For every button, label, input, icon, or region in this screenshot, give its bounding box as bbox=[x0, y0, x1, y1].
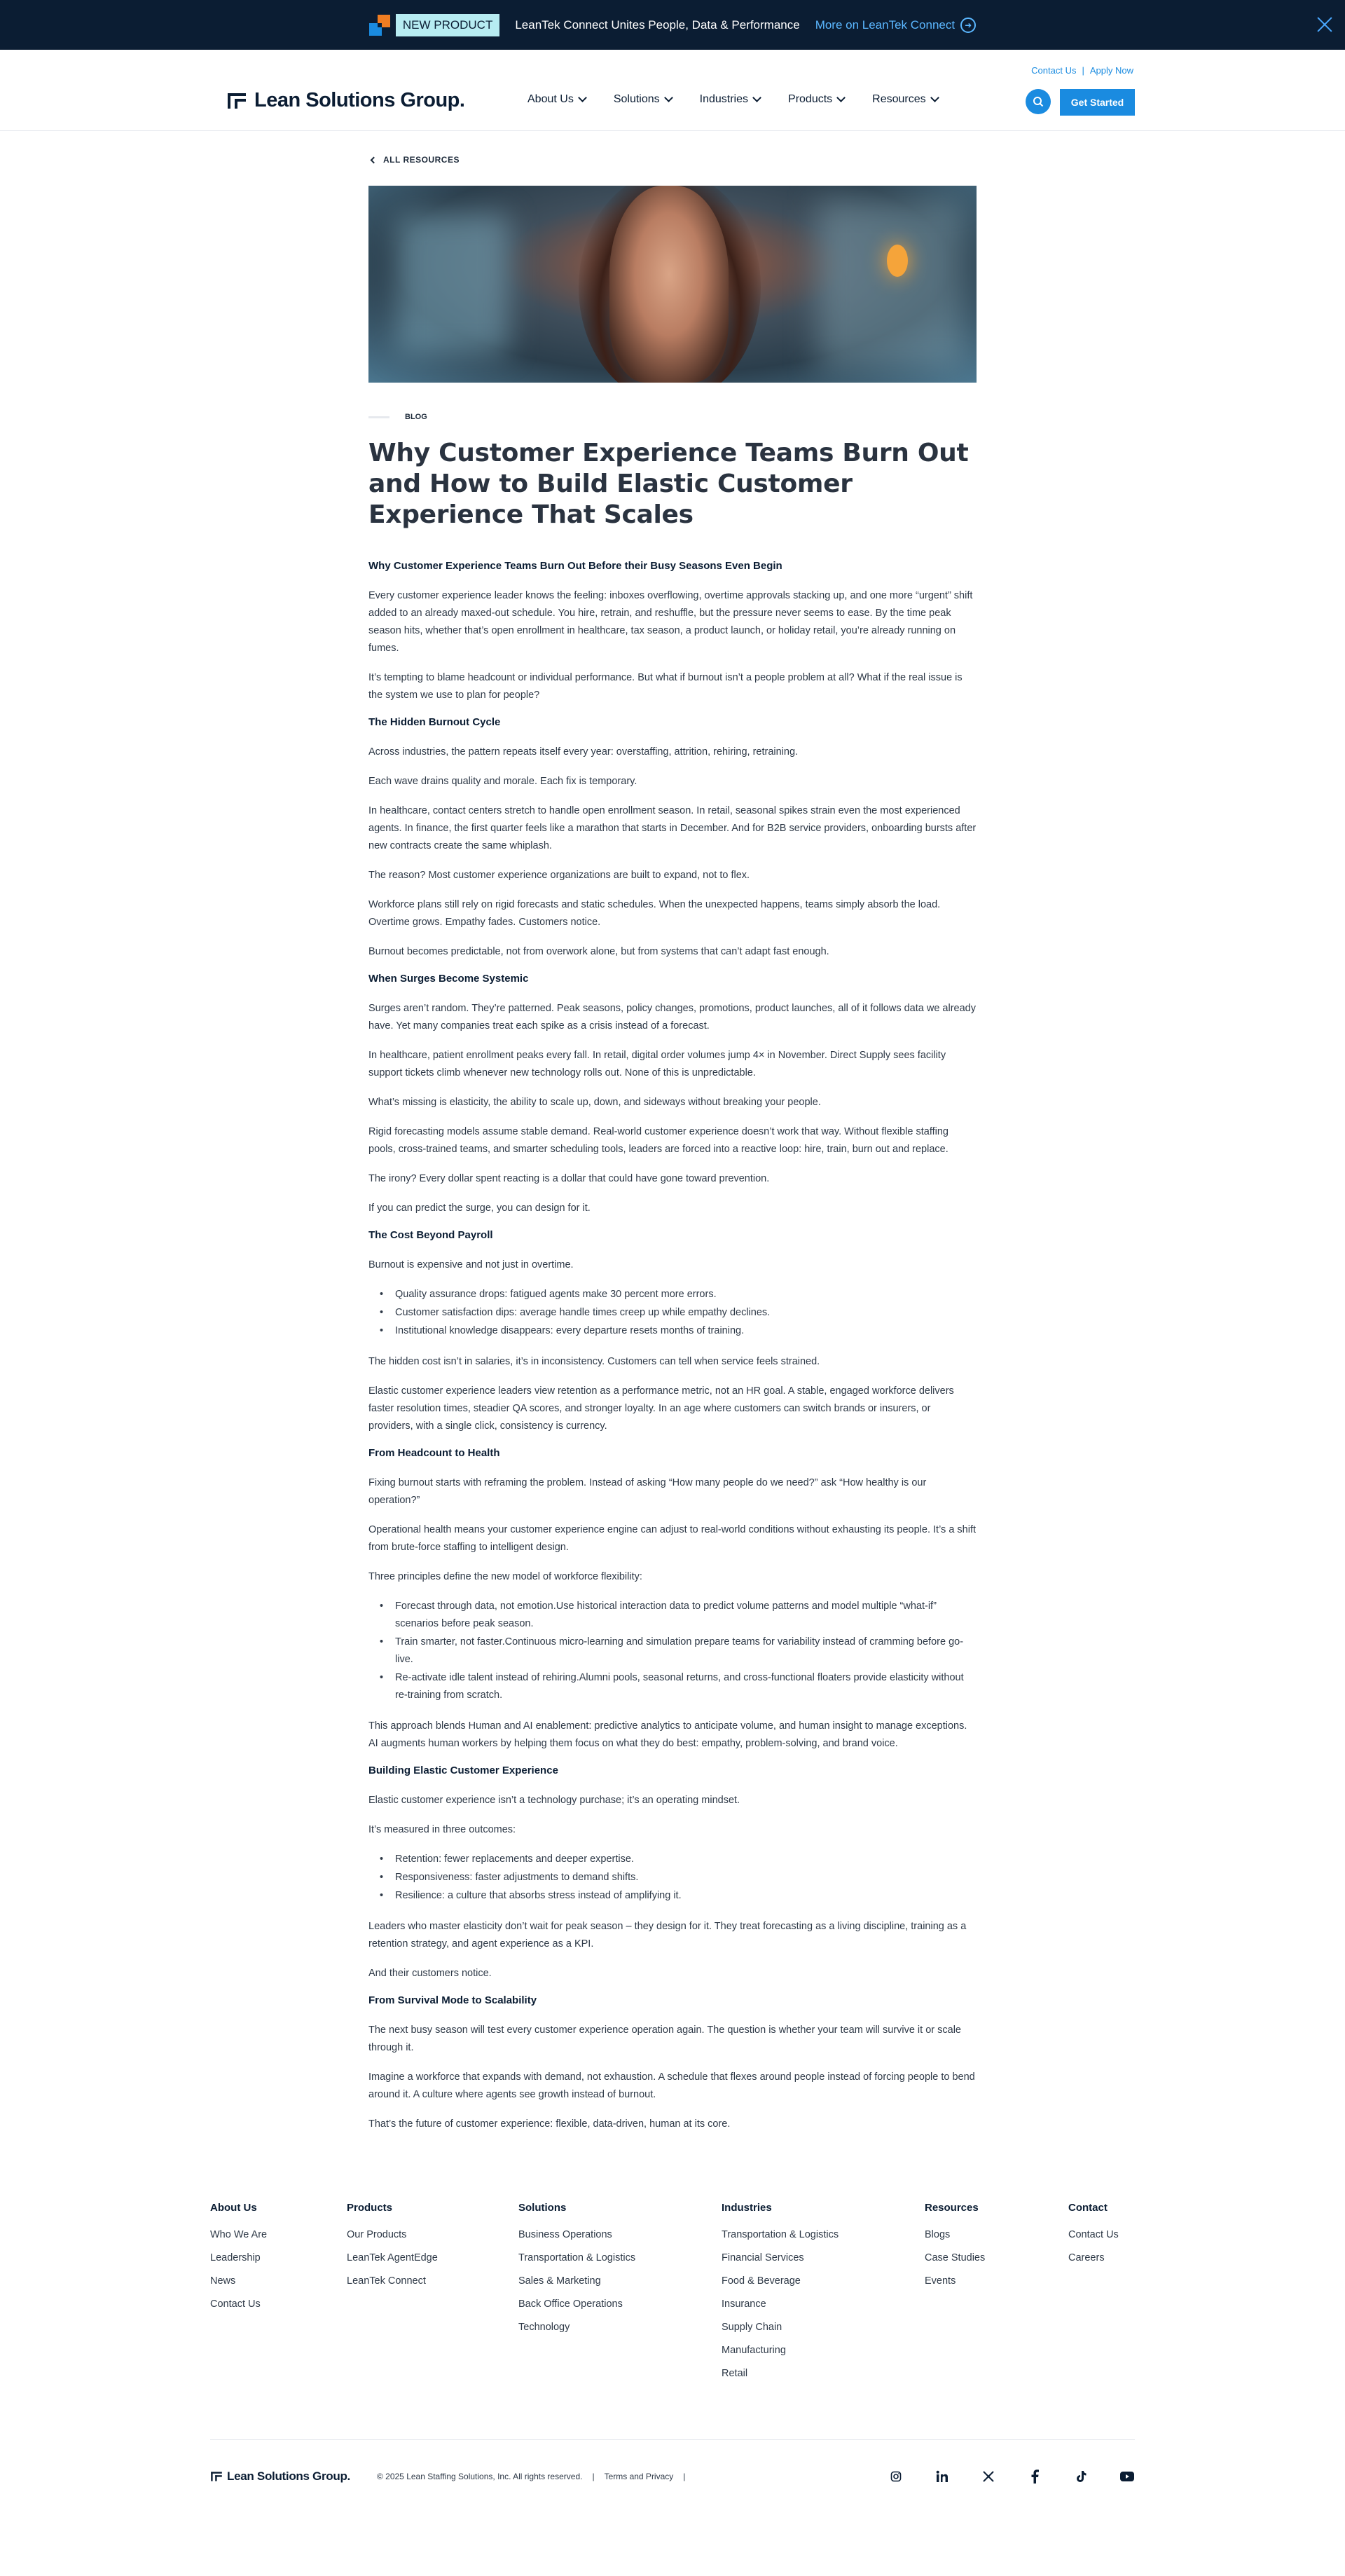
footer-link[interactable]: Supply Chain bbox=[722, 2322, 782, 2333]
tiktok-icon[interactable] bbox=[1073, 2469, 1089, 2484]
footer-link[interactable]: Careers bbox=[1068, 2252, 1105, 2263]
hero-image bbox=[368, 186, 977, 383]
new-product-badge: NEW PRODUCT bbox=[396, 14, 499, 36]
list-item: • Responsiveness: faster adjustments to demand shifts. bbox=[395, 1869, 977, 1886]
lsg-logo-icon bbox=[226, 90, 247, 111]
footer-link[interactable]: Leadership bbox=[210, 2252, 261, 2263]
announcement-text: LeanTek Connect Unites People, Data & Performance bbox=[515, 18, 800, 32]
chevron-down-icon bbox=[752, 93, 761, 102]
footer-link[interactable]: LeanTek Connect bbox=[347, 2275, 426, 2287]
close-icon[interactable] bbox=[1314, 14, 1335, 35]
copyright-text: © 2025 Lean Staffing Solutions, Inc. All rights reserved. bbox=[376, 2472, 583, 2481]
arrow-right-circle-icon[interactable]: ➜ bbox=[960, 18, 976, 33]
nav-label[interactable]: Industries bbox=[699, 93, 749, 105]
footer-link[interactable]: Contact Us bbox=[210, 2298, 261, 2310]
footer-column-title: About Us bbox=[210, 2202, 257, 2214]
footer-link[interactable]: Financial Services bbox=[722, 2252, 804, 2263]
footer-column bbox=[210, 2202, 347, 2391]
instagram-icon[interactable] bbox=[888, 2469, 904, 2484]
footer-bottom bbox=[210, 2439, 1135, 2498]
utility-separator: | bbox=[1082, 65, 1084, 76]
chevron-down-icon bbox=[578, 93, 587, 102]
paragraph: Burnout becomes predictable, not from overwork alone, but from systems that can’t adapt fast enough. bbox=[368, 946, 829, 957]
article-tags bbox=[368, 413, 977, 421]
nav-label[interactable]: Solutions bbox=[613, 93, 660, 105]
list-item: • Forecast through data, not emotion.Use historical interaction data to predict volume patterns and model multiple “what-if” scenarios before peak season. bbox=[395, 1598, 977, 1633]
footer-columns bbox=[210, 2202, 1135, 2391]
list-item: • Retention: fewer replacements and deeper expertise. bbox=[395, 1851, 977, 1868]
footer-column bbox=[722, 2202, 925, 2391]
paragraph: Leaders who master elasticity don’t wait for peak season – they design for it. They treat forecasting as a living discipline, training as a retention strategy, and agent experience as a KPI. bbox=[368, 1921, 967, 1950]
paragraph: And their customers notice. bbox=[368, 1968, 492, 1979]
section-heading: From Headcount to Health bbox=[368, 1447, 500, 1459]
section-heading: The Hidden Burnout Cycle bbox=[368, 716, 501, 728]
paragraph: Elastic customer experience isn’t a technology purchase; it’s an operating mindset. bbox=[368, 1795, 740, 1806]
paragraph: The next busy season will test every customer experience operation again. The question is whether your team will survive it or scale through it. bbox=[368, 2025, 961, 2053]
nav-industries[interactable] bbox=[700, 93, 760, 106]
paragraph: The irony? Every dollar spent reacting is a dollar that could have gone toward prevention. bbox=[368, 1173, 770, 1184]
footer-column bbox=[1068, 2202, 1135, 2391]
chevron-left-icon bbox=[371, 156, 378, 163]
footer-link[interactable]: News bbox=[210, 2275, 236, 2287]
footer-column bbox=[347, 2202, 518, 2391]
all-resources-label[interactable]: ALL RESOURCES bbox=[383, 155, 460, 165]
footer-column bbox=[925, 2202, 1068, 2391]
contact-us-link[interactable]: Contact Us bbox=[1031, 65, 1077, 76]
linkedin-icon[interactable] bbox=[934, 2469, 950, 2484]
bullet-list bbox=[395, 1598, 977, 1704]
footer-link[interactable]: Transportation & Logistics bbox=[722, 2229, 839, 2240]
tag-divider bbox=[368, 416, 389, 418]
footer-column-title: Industries bbox=[722, 2202, 772, 2214]
paragraph: Operational health means your customer experience engine can adjust to real-world conditions without exhausting its people. It’s a shift from brute-force staffing to intelligent design. bbox=[368, 1524, 977, 1553]
bullet-list bbox=[395, 1851, 977, 1905]
footer-link[interactable]: Who We Are bbox=[210, 2229, 268, 2240]
paragraph: Surges aren’t random. They’re patterned. Peak seasons, policy changes, promotions, product launches, all of it follows data we already have. Yet many companies treat each spike as a crisis instead of a forecast. bbox=[368, 1003, 976, 1032]
footer-link[interactable]: Back Office Operations bbox=[518, 2298, 623, 2310]
social-links bbox=[888, 2469, 1135, 2484]
search-button[interactable] bbox=[1026, 89, 1051, 114]
x-icon[interactable] bbox=[981, 2469, 996, 2484]
chevron-down-icon bbox=[664, 93, 673, 102]
section-heading: The Cost Beyond Payroll bbox=[368, 1229, 493, 1241]
paragraph: Three principles define the new model of workforce flexibility: bbox=[368, 1571, 642, 1582]
hero-bokeh bbox=[396, 214, 509, 354]
main-nav bbox=[527, 93, 938, 106]
lsg-logo-icon bbox=[210, 2470, 223, 2483]
footer-link[interactable]: Technology bbox=[518, 2322, 570, 2333]
apply-now-link[interactable]: Apply Now bbox=[1089, 65, 1133, 76]
footer-link[interactable]: Transportation & Logistics bbox=[518, 2252, 636, 2263]
paragraph: That’s the future of customer experience: flexible, data-driven, human at its core. bbox=[368, 2118, 731, 2130]
paragraph: The reason? Most customer experience organizations are built to expand, not to flex. bbox=[368, 870, 750, 881]
hero-bokeh bbox=[817, 200, 964, 368]
footer-link[interactable]: Manufacturing bbox=[722, 2345, 786, 2356]
paragraph: Burnout is expensive and not just in overtime. bbox=[368, 1259, 574, 1270]
paragraph: It’s tempting to blame headcount or individual performance. But what if burnout isn’t a people problem at all? What if the real issue is the system we use to plan for people? bbox=[368, 672, 963, 701]
site-footer bbox=[210, 2202, 1135, 2498]
paragraph: Imagine a workforce that expands with demand, not exhaustion. A schedule that flexes around people instead of forcing people to bend around it. A culture where agents see growth instead of burnout. bbox=[368, 2071, 975, 2100]
announcement-link-label[interactable]: More on LeanTek Connect bbox=[815, 18, 956, 32]
paragraph: It’s measured in three outcomes: bbox=[368, 1824, 516, 1835]
leantek-logo-icon bbox=[369, 15, 390, 36]
section-heading: Why Customer Experience Teams Burn Out Before their Busy Seasons Even Begin bbox=[368, 560, 782, 572]
all-resources-link[interactable] bbox=[368, 155, 977, 165]
footer-link[interactable]: Insurance bbox=[722, 2298, 766, 2310]
footer-logo-text: Lean Solutions Group. bbox=[227, 2469, 350, 2483]
footer-legal bbox=[377, 2472, 685, 2481]
chevron-down-icon bbox=[930, 93, 939, 102]
logo-text: Lean Solutions Group. bbox=[254, 89, 465, 111]
hero-light bbox=[887, 245, 908, 277]
nav-label[interactable]: Resources bbox=[872, 93, 926, 105]
paragraph: The hidden cost isn’t in salaries, it’s in inconsistency. Customers can tell when service feels strained. bbox=[368, 1356, 820, 1367]
list-item: • Re-activate idle talent instead of rehiring.Alumni pools, seasonal returns, and cross-functional floaters provide elasticity without re-training from scratch. bbox=[395, 1669, 977, 1704]
youtube-icon[interactable] bbox=[1119, 2469, 1135, 2484]
footer-link[interactable]: Contact Us bbox=[1068, 2229, 1119, 2240]
get-started-button[interactable]: Get Started bbox=[1060, 89, 1135, 116]
footer-link[interactable]: Our Products bbox=[347, 2229, 407, 2240]
article-body bbox=[368, 560, 977, 2133]
paragraph: Every customer experience leader knows the feeling: inboxes overflowing, overtime approvals stacking up, and one more “urgent” shift added to an already maxed-out schedule. You hire, retrain, and reshuffle, but the pressure never seems to ease. By the time peak season hits, whether that’s open enrollment in healthcare, tax season, a product launch, or holiday retail, you’re already running on fumes. bbox=[368, 590, 973, 654]
site-logo[interactable] bbox=[226, 89, 464, 112]
chevron-down-icon bbox=[836, 93, 846, 102]
footer-link[interactable]: Sales & Marketing bbox=[518, 2275, 601, 2287]
footer-column-title: Products bbox=[347, 2202, 393, 2214]
nav-label[interactable]: About Us bbox=[527, 93, 574, 105]
bullet-list bbox=[395, 1286, 977, 1340]
paragraph: This approach blends Human and AI enablement: predictive analytics to anticipate volume, and human insight to manage exceptions. AI augments human workers by helping them focus on what they do best: empathy, problem-solving, and brand voice. bbox=[368, 1720, 967, 1749]
paragraph: Across industries, the pattern repeats itself every year: overstaffing, attrition, rehiring, retraining. bbox=[368, 746, 799, 758]
paragraph: Elastic customer experience leaders view retention as a performance metric, not an HR goal. A stable, engaged workforce delivers faster resolution times, steadier QA scores, and stronger loyalty. In an age where customers can switch brands or insurers, or providers, with a single click, consistency is currency. bbox=[368, 1385, 954, 1432]
paragraph: In healthcare, contact centers stretch to handle open enrollment season. In retail, seasonal spikes strain even the most experienced agents. In finance, the first quarter feels like a marathon that starts in December. And for B2B service providers, onboarding bursts after new contracts create the same whiplash. bbox=[368, 805, 977, 851]
paragraph: If you can predict the surge, you can design for it. bbox=[368, 1203, 591, 1214]
footer-column-title: Contact bbox=[1068, 2202, 1108, 2214]
footer-link[interactable]: Blogs bbox=[925, 2229, 951, 2240]
legal-separator: | bbox=[683, 2472, 686, 2481]
paragraph: Each wave drains quality and morale. Each fix is temporary. bbox=[368, 776, 637, 787]
footer-column-title: Solutions bbox=[518, 2202, 567, 2214]
legal-separator: | bbox=[592, 2472, 595, 2481]
section-heading: From Survival Mode to Scalability bbox=[368, 1994, 537, 2006]
list-item: • Quality assurance drops: fatigued agents make 30 percent more errors. bbox=[395, 1286, 977, 1303]
announcement-bar bbox=[0, 0, 1345, 50]
facebook-icon[interactable] bbox=[1027, 2469, 1042, 2484]
search-icon bbox=[1033, 96, 1044, 107]
nav-solutions[interactable] bbox=[614, 93, 672, 106]
footer-column bbox=[518, 2202, 722, 2391]
utility-links bbox=[1031, 65, 1133, 76]
nav-about-us[interactable] bbox=[527, 93, 586, 106]
footer-column-title: Resources bbox=[925, 2202, 979, 2214]
paragraph: In healthcare, patient enrollment peaks every fall. In retail, digital order volumes jump 4× in November. Direct Supply sees facility support tickets climb whenever new technology rolls out. None of this is unpredictable. bbox=[368, 1050, 946, 1078]
list-item: • Institutional knowledge disappears: every departure resets months of training. bbox=[395, 1322, 977, 1340]
nav-products[interactable] bbox=[788, 93, 844, 106]
article bbox=[368, 131, 977, 2133]
paragraph: Workforce plans still rely on rigid forecasts and static schedules. When the unexpected happens, teams simply absorb the load. Overtime grows. Empathy fades. Customers notice. bbox=[368, 899, 941, 928]
category-tag[interactable]: BLOG bbox=[405, 413, 427, 421]
list-item: • Train smarter, not faster.Continuous micro-learning and simulation prepare teams for variability instead of cramming before go-live. bbox=[395, 1633, 977, 1669]
paragraph: What’s missing is elasticity, the ability to scale up, down, and sideways without breaking your people. bbox=[368, 1097, 821, 1108]
footer-link[interactable]: Case Studies bbox=[925, 2252, 986, 2263]
section-heading: When Surges Become Systemic bbox=[368, 973, 529, 985]
section-heading: Building Elastic Customer Experience bbox=[368, 1765, 558, 1776]
hero-face bbox=[609, 186, 729, 383]
paragraph: Fixing burnout starts with reframing the problem. Instead of asking “How many people do we need?” ask “How healthy is our operation?” bbox=[368, 1477, 927, 1506]
announcement-link[interactable] bbox=[815, 18, 976, 33]
list-item: • Customer satisfaction dips: average handle times creep up while empathy declines. bbox=[395, 1304, 977, 1322]
paragraph: Rigid forecasting models assume stable demand. Real-world customer experience doesn’t work that way. Without flexible staffing pools, cross-trained teams, and smarter scheduling tools, leaders are forced into a reactive loop: hire, train, burn out and replace. bbox=[368, 1126, 949, 1155]
footer-link[interactable]: LeanTek AgentEdge bbox=[347, 2252, 438, 2263]
footer-link[interactable]: Food & Beverage bbox=[722, 2275, 801, 2287]
footer-logo[interactable] bbox=[210, 2469, 350, 2483]
footer-link[interactable]: Retail bbox=[722, 2368, 748, 2379]
nav-label[interactable]: Products bbox=[788, 93, 833, 105]
footer-link[interactable]: Events bbox=[925, 2275, 956, 2287]
footer-link[interactable]: Business Operations bbox=[518, 2229, 612, 2240]
list-item: • Resilience: a culture that absorbs stress instead of amplifying it. bbox=[395, 1887, 977, 1905]
nav-resources[interactable] bbox=[872, 93, 937, 106]
article-title: Why Customer Experience Teams Burn Out and How to Build Elastic Customer Experience That Scales bbox=[368, 439, 969, 529]
site-header bbox=[0, 50, 1345, 131]
terms-link[interactable]: Terms and Privacy bbox=[604, 2472, 674, 2481]
